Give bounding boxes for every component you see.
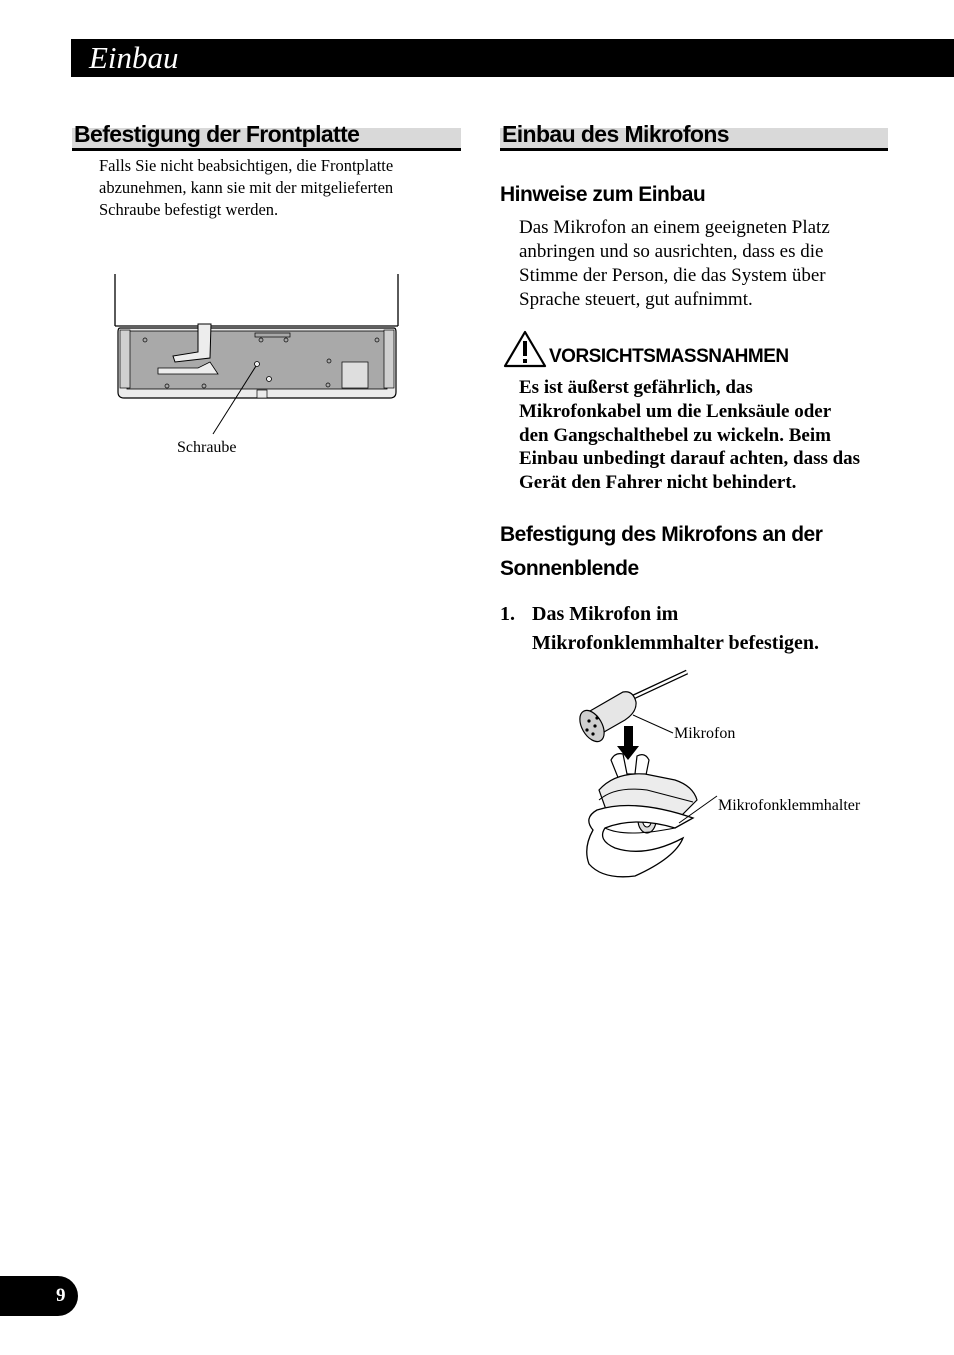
frontplate-body bbox=[99, 155, 393, 221]
warning-triangle-icon bbox=[503, 330, 547, 368]
body-line: den Gangschalthebel zu wickeln. Beim bbox=[519, 424, 831, 446]
body-line: Mikrofonkabel um die Lenksäule oder bbox=[519, 400, 832, 422]
chapter-header-bar bbox=[71, 39, 954, 77]
section-heading-frontplate bbox=[72, 121, 461, 151]
subheading-installation-notes: Hinweise zum Einbau bbox=[500, 183, 706, 206]
body-line: Das Mikrofon an einem geeigneten Platz bbox=[519, 217, 830, 238]
body-line: Gerät den Fahrer nicht behindert. bbox=[519, 472, 797, 494]
body-line: Einbau unbedingt darauf achten, dass das bbox=[519, 448, 861, 470]
body-line: Es ist äußerst gefährlich, das bbox=[519, 377, 753, 398]
subheading-line: Sonnenblende bbox=[500, 557, 639, 580]
microphone-clip-illustration bbox=[575, 668, 735, 883]
step-number: 1. bbox=[500, 603, 515, 625]
caution-title: VORSICHTSMASSNAHMEN bbox=[549, 346, 789, 367]
body-line: Falls Sie nicht beabsichtigen, die Frontplatte bbox=[99, 156, 394, 175]
step-line: Das Mikrofon im bbox=[532, 603, 679, 625]
section-heading-microphone-text: Einbau des Mikrofons bbox=[502, 121, 729, 147]
step-text bbox=[532, 600, 819, 658]
body-line: Schraube befestigt werden. bbox=[99, 200, 279, 219]
installation-notes-body bbox=[519, 216, 830, 312]
step-line: Mikrofonklemmhalter befestigen. bbox=[532, 632, 820, 654]
chapter-title: Einbau bbox=[89, 40, 179, 75]
section-heading-frontplate-text: Befestigung der Frontplatte bbox=[74, 121, 360, 147]
page-number-tab bbox=[0, 1276, 78, 1316]
subheading-line: Befestigung des Mikrofons an der bbox=[500, 523, 823, 546]
screw-caption: Schraube bbox=[177, 439, 237, 456]
caution-body bbox=[519, 376, 860, 495]
frontplate-illustration bbox=[110, 270, 410, 440]
page-number: 9 bbox=[56, 1285, 66, 1306]
clip-holder-label: Mikrofonklemmhalter bbox=[718, 797, 861, 814]
section-heading-microphone bbox=[500, 121, 888, 151]
body-line: Stimme der Person, die das System über bbox=[519, 265, 826, 286]
microphone-label: Mikrofon bbox=[674, 725, 736, 742]
body-line: Sprache steuert, gut aufnimmt. bbox=[519, 289, 753, 310]
body-line: anbringen und so ausrichten, dass es die bbox=[519, 241, 824, 262]
subheading-sun-visor bbox=[500, 518, 822, 586]
body-line: abzunehmen, kann sie mit der mitgelieferten bbox=[99, 178, 394, 197]
